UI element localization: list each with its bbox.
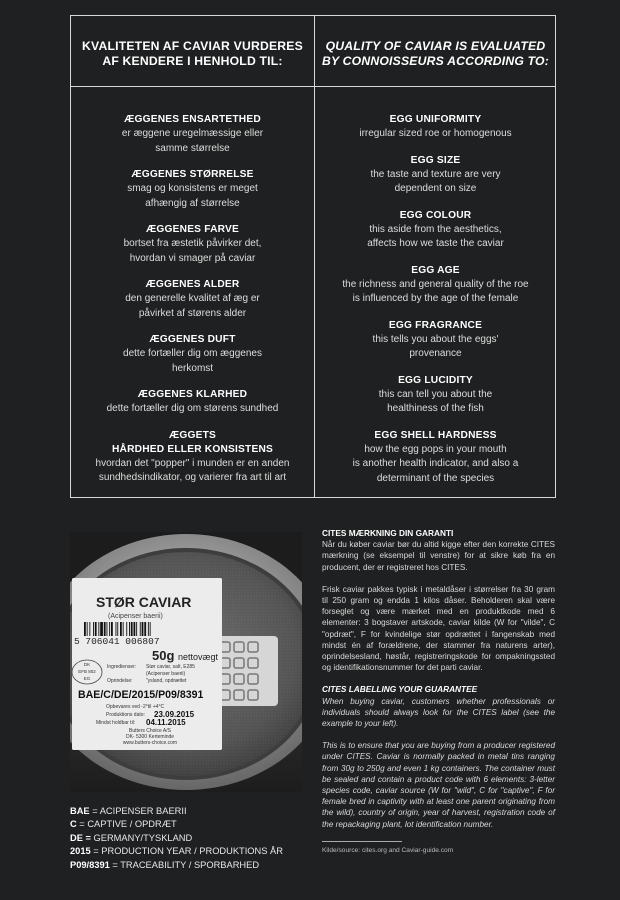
criteria-item-description: samme størrelse [155,142,230,154]
header-divider [71,86,555,87]
criteria-item [314,319,557,362]
eu-mark-line: EFB 802 [78,669,96,674]
criteria-item [314,113,557,142]
criteria-item-description: sundhedsindikator, og varierer fra art til art [98,472,287,483]
danish-header [71,39,314,69]
production-date: 23.09.2015 [154,710,195,719]
criteria-item-description: dependent on size [394,183,477,194]
legend-row [70,805,283,818]
criteria-item-description: hvordan vi smager på caviar [129,252,256,264]
barcode-bar [84,622,86,636]
barcode-bar [93,622,94,636]
production-label: Produktions dato: [106,712,145,718]
cites-danish-paragraph: Frisk caviar pakkes typisk i metaldåser i størrelser fra 30 gram til 250 gram og endda 1 kilos dåser. Beholderen skal være forseglet og være mærket med en produktkode med 6 elementer: 3 bogstaver artskode, caviar kilde (W for "vilde", C "opdræt", F for kvindelige stør opdrættet i fangenskab med mindst én af forældrene, der stammer fra naturens arter), oprindelsesland, høstår, registreringskode for ompakningssted og identifikationsnummer for det parti caviar. [322,584,555,673]
barcode-bar [116,622,117,636]
criteria-item-title: EGG FRAGRANCE [388,319,483,331]
criteria-item [314,154,557,197]
criteria-item [314,429,557,487]
criteria-item [314,264,557,307]
legend-row [70,818,283,831]
legend-row [70,832,283,845]
legend-code: DE = [70,832,91,843]
cites-code-legend [70,805,283,872]
cites-english-paragraph: This is to ensure that you are buying from a producer registered under CITES. Caviar is normally packed in metal tins ranging from 30g to 250g and even 1 kg containers. The container must be sealed and contain a product code with 6 elements: 3-letter species code, caviar source (W for "wild", C for "captive", F for female bred in captivity with at least one parent originating from the wild), country of origin, year of harvest, registration code of the repackaging plant, lot identification number. [322,741,555,829]
criteria-item-description: this can tell you about the [378,388,493,400]
criteria-item-title: EGG SIZE [410,154,461,166]
criteria-item-title: ÆGGETS [168,429,217,441]
criteria-item-title: EGG AGE [411,264,460,276]
source-note: Kilde/source: cites.org and Caviar-guide.com [322,846,454,854]
danish-header-line: KVALITETEN AF CAVIAR VURDERES [82,39,303,53]
criteria-item [71,168,314,211]
legend-text: GERMANY/TYSKLAND [93,832,193,843]
criteria-item-description: affects how we taste the caviar [367,238,504,249]
danish-criteria-column [71,113,314,498]
criteria-item-description: smag og konsistens er meget [127,183,258,194]
criteria-item-description: herkomst [171,362,214,374]
legend-code: BAE [70,806,90,816]
criteria-item [314,374,557,417]
criteria-item [71,113,314,156]
barcode-bar [104,622,106,636]
legend-row [70,845,283,858]
danish-header-line: AF KENDERE I HENHOLD TIL: [102,54,283,68]
criteria-item [314,209,557,252]
criteria-item-description: healthiness of the fish [387,403,484,414]
ingredients-label: Ingredienser: [107,664,137,670]
barcode-bar [126,622,127,636]
barcode-bar [129,622,130,636]
eu-mark-line: EG [83,676,91,681]
criteria-item-description: bortset fra æstetik påvirker det, [123,238,262,249]
english-criteria-column [314,113,557,498]
cites-danish-paragraph: Når du køber caviar bør du altid kigge efter den korrekte CITES mærkning (se eksempel til venstre) for at sikre køb fra en producent, der er registreret hos CITES. [322,540,555,572]
criteria-item-title: EGG LUCIDITY [398,374,473,386]
criteria-item-title: ÆGGENES FARVE [146,224,239,235]
label-latin: (Acipenser baerii) [108,613,163,620]
criteria-item-description: den generelle kvalitet af æg er [125,293,260,304]
storage-text: Opbevares ved -2°til +4°C [106,704,165,710]
criteria-item-description: irregular sized roe or homogenous [359,128,512,139]
label-weight-suffix: nettovægt [178,652,219,662]
label-brand: STØR CAVIAR [96,594,192,610]
criteria-item-description: determinant of the species [376,472,495,484]
legend-text: CAPTIVE / OPDRÆT [87,819,177,830]
criteria-item [71,278,314,321]
legend-separator: = [109,859,121,870]
legend-text: PRODUCTION YEAR / PRODUKTIONS ÅR [101,846,283,857]
legend-text: TRACEABILITY / SPORBARHED [120,859,260,870]
criteria-item-title: EGG SHELL HARDNESS [374,429,497,441]
barcode-bar [144,622,146,636]
criteria-item [71,223,314,266]
criteria-item-title: ÆGGENES STØRRELSE [131,169,254,180]
legend-separator: = [89,806,100,816]
legend-separator: = [90,846,102,857]
barcode-bar [98,622,99,636]
barcode-bar [142,622,144,636]
barcode-bar [109,622,110,636]
barcode-bar [123,622,124,636]
criteria-item-description: dette fortæller dig om størens sundhed [106,403,279,414]
criteria-item [71,388,314,417]
label-weight: 50g [152,648,175,663]
best-before-date: 04.11.2015 [146,718,186,727]
criteria-item-title: ÆGGENES ENSARTETHED [124,114,261,125]
barcode-bar [120,622,122,636]
criteria-item-title: ÆGGENES ALDER [145,279,240,290]
caviar-tin-photo [70,532,302,792]
criteria-item-description: the taste and texture are very [370,168,501,180]
english-header [314,39,557,69]
criteria-item-title: EGG COLOUR [399,209,472,221]
criteria-item-description: afhængig af størrelse [145,197,240,209]
criteria-item-description: how the egg pops in your mouth [364,443,507,455]
legend-code: C [70,819,77,830]
company-line: www.butters-choice.com [122,740,178,746]
barcode-bar [87,622,88,636]
legend-row [70,859,283,872]
criteria-item-description: this aside from the aesthetics, [369,223,502,235]
company-line: DK- 5300 Kerteminde [125,734,175,740]
cites-english-heading: CITES LABELLING YOUR GUARANTEE [322,684,478,695]
barcode-bar [131,622,133,636]
criteria-item-description: hvordan det "popper" i munden er en anden [95,457,290,469]
criteria-item-title: ÆGGENES KLARHED [137,389,248,400]
barcode-bar [89,622,90,636]
barcode-bar [107,622,108,636]
barcode-bar [136,622,137,636]
criteria-item-description: påvirket af størens alder [138,307,247,319]
cites-text-block [322,528,555,855]
legend-text: ACIPENSER BAERII [99,806,187,816]
criteria-item-description: the richness and general quality of the roe [342,278,529,290]
barcode-bar [117,622,118,636]
source-divider [322,841,402,842]
company-line: Butters Choice A/S [129,728,171,734]
criteria-item-description: is influenced by the age of the female [352,293,519,304]
english-header-line: QUALITY OF CAVIAR IS EVALUATED [325,39,546,53]
criteria-item [71,333,314,376]
barcode-bar [148,622,149,636]
criteria-item-title: HÅRDHED ELLER KONSISTENS [111,443,274,455]
barcode-bar [95,622,97,636]
barcode-bar [111,622,113,636]
criteria-item-description: is another health indicator, and also a [352,458,519,469]
criteria-item-title: ÆGGENES DUFT [149,334,236,345]
criteria-item-description: er æggene uregelmæssige eller [121,128,264,139]
barcode-bar [134,622,136,636]
caviar-tin-illustration [70,532,302,792]
ingredients-value: "ysland, opdrættet [146,678,187,684]
legend-code: 2015 [70,846,91,857]
criteria-item-description: this tells you about the eggs' [372,333,499,345]
cites-danish-heading: CITES MÆRKNING DIN GARANTI [322,528,454,538]
barcode-bar [100,622,103,636]
ingredients-value: (Acipenser baerii) [146,671,186,677]
origin-label: Oprindelse: [107,678,133,684]
legend-separator: = [76,819,88,830]
label-barcode-number: 5 706041 006807 [74,636,160,647]
criteria-item [71,429,314,486]
quality-criteria-table [70,15,556,498]
ingredients-value: Stør caviar, salt, E285 [146,664,195,670]
english-header-line: BY CONNOISSEURS ACCORDING TO: [321,54,549,68]
criteria-item-description: dette fortæller dig om æggenes [123,348,262,359]
criteria-item-title: EGG UNIFORMITY [389,114,482,125]
cites-code: BAE/C/DE/2015/P09/8391 [78,689,204,701]
cites-english-paragraph: When buying caviar, customers whether professionals or individuals should always look for the CITES label (see the example to your left). [322,696,555,729]
best-before-label: Mindst holdbar til: [96,720,136,726]
legend-code: P09/8391 [70,859,110,870]
barcode-bar [140,622,141,636]
criteria-item-description: provenance [409,348,462,359]
eu-mark-line: DK [83,662,91,667]
barcode-bar [150,622,151,636]
